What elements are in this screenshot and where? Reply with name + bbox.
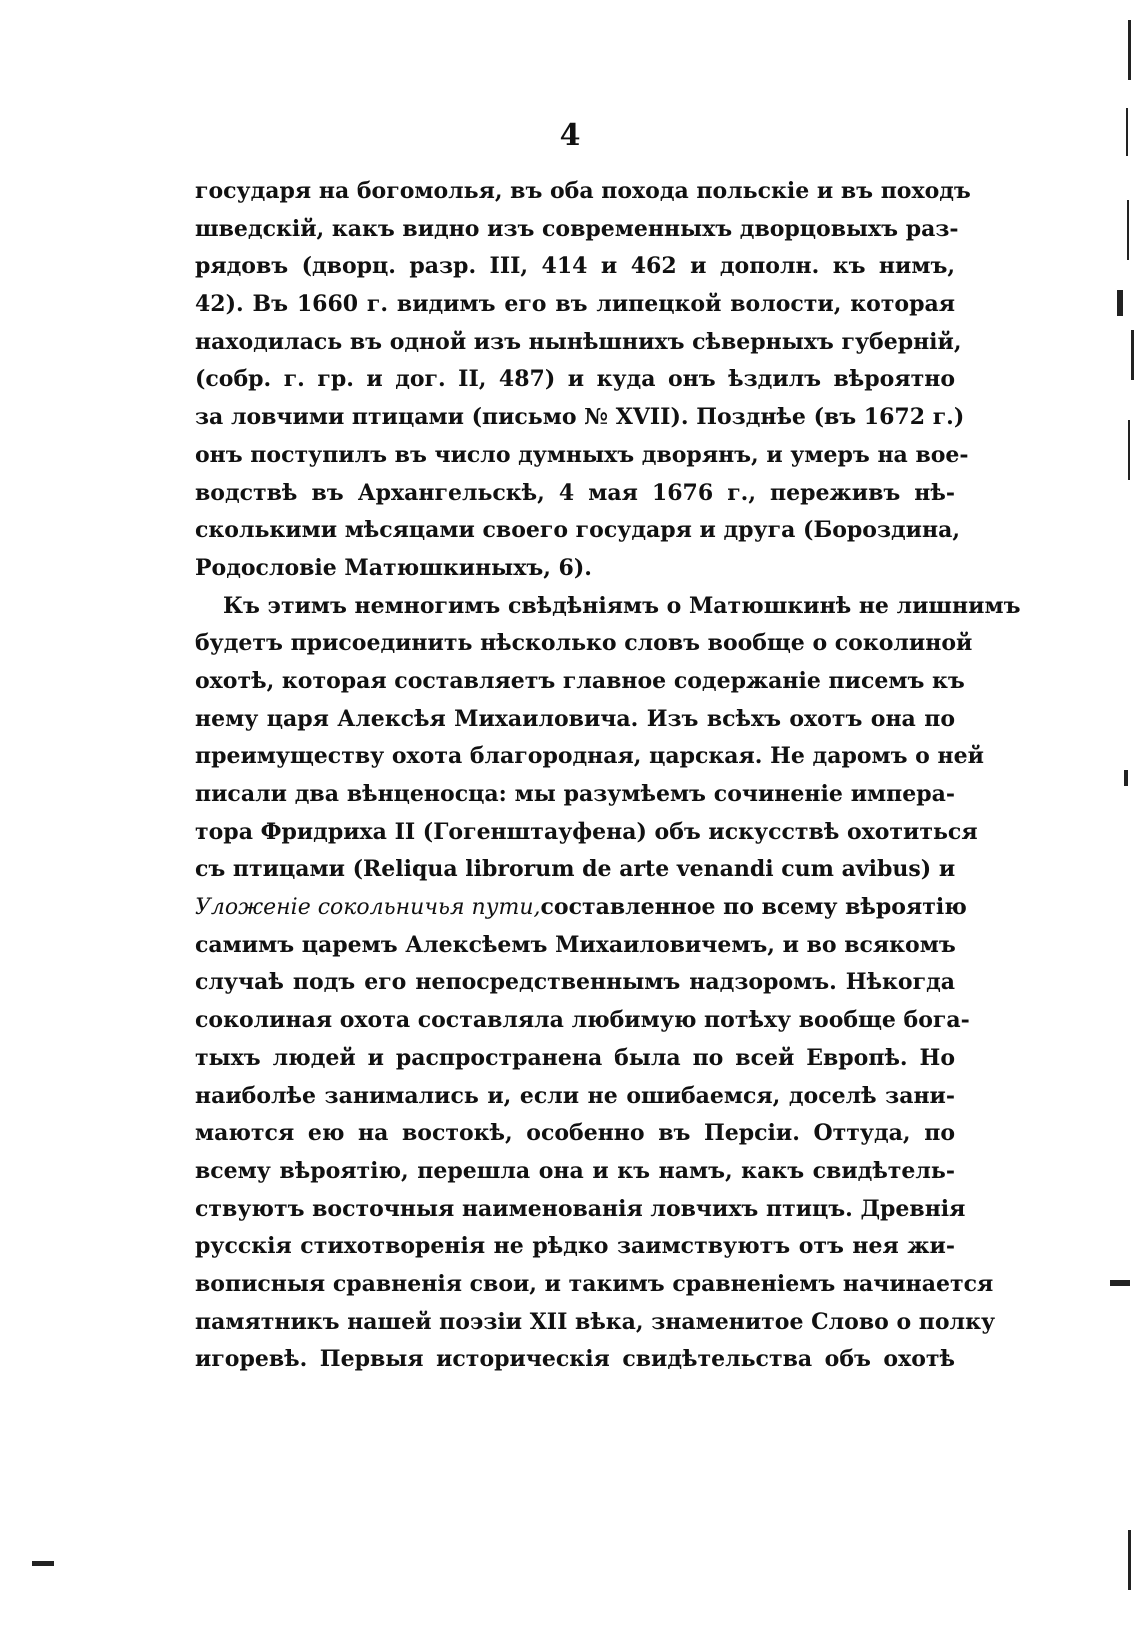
scan-edge-mark xyxy=(1110,1280,1130,1286)
text-line: нему царя Алексѣя Михаиловича. Изъ всѣхъ охотъ она по xyxy=(195,705,955,732)
text-line: всему вѣроятію, перешла она и къ намъ, какъ свидѣтель- xyxy=(195,1157,955,1184)
scan-edge-mark xyxy=(1124,770,1128,786)
text-line: Родословіе Матюшкиныхъ, 6). xyxy=(195,554,592,581)
text-line: государя на богомолья, въ оба похода польскіе и въ походъ xyxy=(195,178,971,204)
text-line: ствуютъ восточныя наименованія ловчихъ птицъ. Древнія xyxy=(195,1195,966,1222)
text-line: наиболѣе занимались и, если не ошибаемся, доселѣ зани- xyxy=(195,1082,955,1109)
text-line: соколиная охота составляла любимую потѣху вообще бога- xyxy=(195,1007,970,1034)
text-line: вописныя сравненія свои, и такимъ сравненіемъ начинается xyxy=(195,1270,994,1297)
text-line: Къ этимъ немногимъ свѣдѣніямъ о Матюшкинѣ не лишнимъ xyxy=(223,592,1021,619)
scan-edge-mark xyxy=(1128,20,1131,80)
text-line: будетъ присоединить нѣсколько словъ вообще о соколиной xyxy=(195,630,973,657)
text-line: (собр. г. гр. и дог. II, 487) и куда онъ ѣздилъ вѣроятно xyxy=(195,366,955,393)
text-line: писали два вѣнценосца: мы разумѣемъ сочиненіе импера- xyxy=(195,781,955,807)
scan-edge-mark xyxy=(1127,200,1129,260)
text-line: онъ поступилъ въ число думныхъ дворянъ, и умеръ на вое- xyxy=(195,441,969,468)
text-line: тыхъ людей и распространена была по всей Европѣ. Но xyxy=(195,1044,955,1071)
text-line: за ловчими птицами (письмо № XVII). Позднѣе (въ 1672 г.) xyxy=(195,404,965,431)
body-text xyxy=(195,173,1021,1379)
text-line: случаѣ подъ его непосредственнымъ надзоромъ. Нѣкогда xyxy=(195,969,955,996)
text-line-rest: составленное по всему вѣроятію xyxy=(540,894,967,921)
text-line: 42). Въ 1660 г. видимъ его въ липецкой волости, которая xyxy=(195,291,955,318)
text-line: игоревѣ. Первыя историческія свидѣтельства объ охотѣ xyxy=(195,1346,955,1373)
text-line: сколькими мѣсяцами своего государя и друга (Бороздина, xyxy=(195,517,961,544)
text-line: съ птицами (Reliqua librorum de arte venandi cum avibus) и xyxy=(195,856,956,883)
scan-edge-mark xyxy=(1128,420,1130,480)
scan-edge-mark xyxy=(1128,1530,1131,1590)
text-line: маются ею на востокѣ, особенно въ Персіи. Оттуда, по xyxy=(195,1120,955,1147)
scan-edge-mark xyxy=(32,1561,54,1566)
text-line xyxy=(195,889,967,927)
text-line: преимуществу охота благородная, царская. Не даромъ о ней xyxy=(195,743,984,770)
scan-edge-mark xyxy=(1117,290,1123,316)
text-line: охотѣ, которая составляетъ главное содержаніе писемъ къ xyxy=(195,667,965,694)
text-line: водствѣ въ Архангельскѣ, 4 мая 1676 г., переживъ нѣ- xyxy=(195,479,955,506)
scan-edge-mark xyxy=(1131,330,1134,380)
text-line: рядовъ (дворц. разр. III, 414 и 462 и дополн. къ нимъ, xyxy=(195,253,955,280)
text-line: памятникъ нашей поэзіи XII вѣка, знаменитое Слово о полку xyxy=(195,1308,996,1335)
scan-edge-mark xyxy=(1126,108,1128,156)
text-line: шведскій, какъ видно изъ современныхъ дворцовыхъ раз- xyxy=(195,215,959,242)
text-line: тора Фридриха II (Гогенштауфена) объ искусствѣ охотиться xyxy=(195,818,978,845)
italic-title: Уложеніе сокольничья пути, xyxy=(195,895,541,921)
text-line: русскія стихотворенія не рѣдко заимствуютъ отъ нея жи- xyxy=(195,1233,955,1260)
text-line: находилась въ одной изъ нынѣшнихъ сѣверныхъ губерній, xyxy=(195,328,962,355)
text-line: самимъ царемъ Алексѣемъ Михаиловичемъ, и во всякомъ xyxy=(195,931,956,958)
page-number: 4 xyxy=(559,118,581,153)
